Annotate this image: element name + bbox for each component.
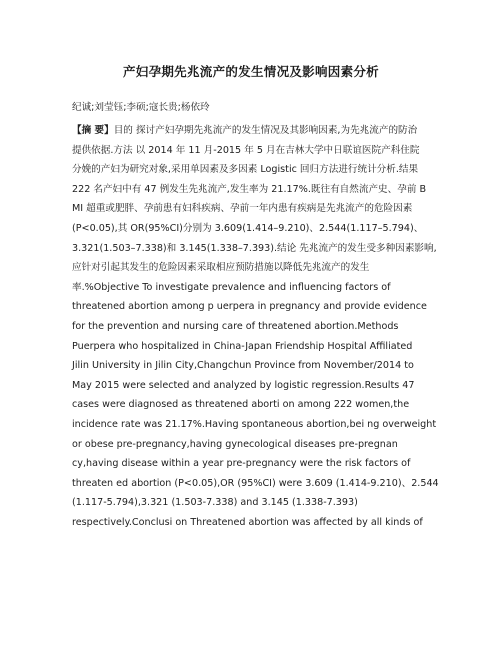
document-title: 产妇孕期先兆流产的发生情况及影响因素分析: [122, 64, 379, 79]
abstract-line: cases were diagnosed as threatened aborti on among 222 women,the: [72, 399, 410, 411]
abstract-line: or obese pre-pregnancy,having gynecological diseases pre-pregnan: [72, 438, 398, 450]
abstract-line: 应针对引起其发生的危险因素采取相应预防措施以降低先兆流产的发生: [72, 262, 370, 274]
abstract-line: (1.117-5.794),3.321 (1.503-7.338) and 3.145 (1.338-7.393): [72, 497, 358, 509]
abstract-line-text: 目的 探讨产妇孕期先兆流产的发生情况及其影响因素,为先兆流产的防治: [113, 125, 418, 136]
abstract-line: 222 名产妇中有 47 例发生先兆流产,发生率为 21.17%.既往有自然流产史、孕前 B: [72, 183, 427, 195]
abstract-line: 提供依据.方法 以 2014 年 11 月-2015 年 5 月在吉林大学中日联谊医院产科住院: [72, 144, 420, 156]
abstract-line: 率.%Objective To investigate prevalence and influencing factors of: [72, 281, 391, 293]
abstract-line: Puerpera who hospitalized in China-Japan Friendship Hospital Affiliated: [72, 340, 413, 352]
abstract-line: threaten ed abortion (P<0.05),OR (95%CI) were 3.609 (1.414-9.210)、2.544: [72, 477, 439, 489]
abstract-line: 分娩的产妇为研究对象,采用单因素及多因素 Logistic 回归方法进行统计分析.结果: [72, 164, 419, 176]
abstract-line: incidence rate was 21.17%.Having spontaneous abortion,bei ng overweight: [72, 418, 437, 430]
abstract-line: MI 超重或肥胖、孕前患有妇科疾病、孕前一年内患有疾病是先兆流产的危险因素: [72, 203, 413, 215]
abstract-line: Jilin University in Jilin City,Changchun Province from November/2014 to: [72, 360, 414, 372]
abstract-line: respectively.Conclusi on Threatened abortion was affected by all kinds of: [72, 516, 423, 528]
abstract-line: for the prevention and nursing care of threatened abortion.Methods: [72, 320, 399, 332]
abstract-line: 3.321(1.503–7.338)和 3.145(1.338–7.393).结论 先兆流产的发生受多种因素影响,: [72, 242, 437, 254]
abstract-line: (P<0.05),其 OR(95%CI)分别为 3.609(1.414–9.210)、2.544(1.117–5.794)、: [72, 222, 424, 234]
abstract-label: 【摘 要】: [72, 125, 114, 136]
author-list: 纪诚;刘莹钰;李硕;寇长贵;杨依玲: [72, 102, 210, 113]
abstract-line: cy,having disease within a year pre-pregnancy were the risk factors of: [72, 458, 411, 470]
abstract-line: threatened abortion among p uerpera in pregnancy and provide evidence: [72, 301, 427, 313]
abstract-body: [72, 121, 439, 532]
abstract-line: May 2015 were selected and analyzed by logistic regression.Results 47: [72, 379, 415, 391]
abstract-line: [72, 121, 432, 141]
